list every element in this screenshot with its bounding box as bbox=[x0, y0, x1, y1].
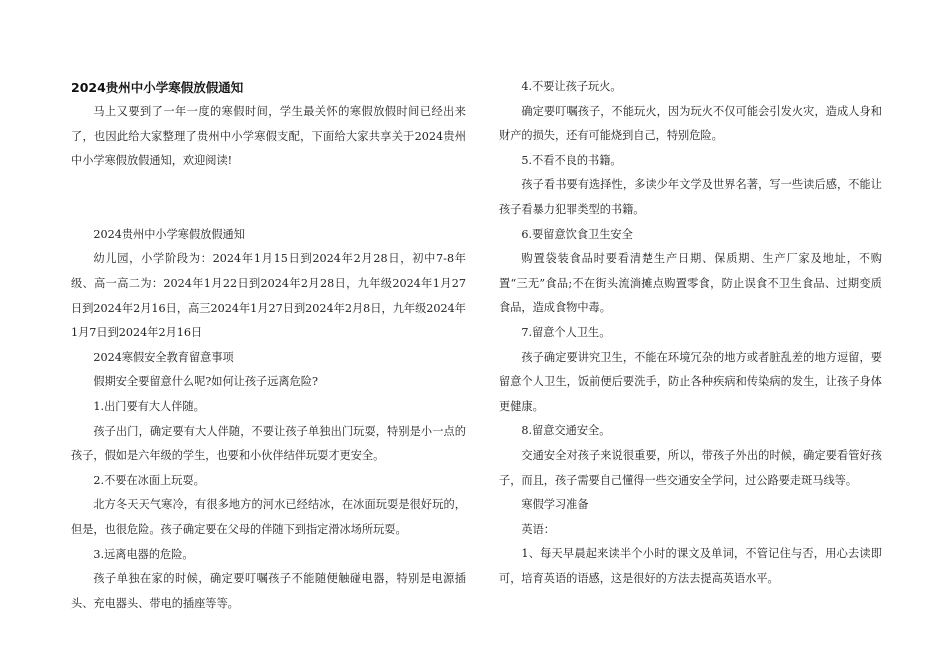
document-title: 2024贵州中小学寒假放假通知 bbox=[71, 80, 244, 95]
blank-line bbox=[71, 174, 466, 223]
english-tip-1: 1、每天早晨起来读半个小时的课文及单词，不管记住与否，用心去读即可，培育英语的语感，这是很好的方法去提高英语水平。 bbox=[499, 547, 882, 585]
schedule-paragraph: 幼儿园，小学阶段为：2024年1月15日到2024年2月28日，初中7-8年级、高一高二为：2024年1月22日到2024年2月28日，九年级2024年1月27日到2024年2月16日，高三2024年1月27日到2024年2月8日，九年级2024年1月7日到2024年2月16日 bbox=[71, 252, 466, 340]
safety-question: 假期安全要留意什么呢?如何让孩子远离危险? bbox=[93, 375, 318, 389]
item-heading-3: 3.远离电器的危险。 bbox=[93, 547, 194, 561]
item-heading-5: 5.不看不良的书籍。 bbox=[521, 153, 622, 167]
item-body-7: 孩子确定要讲究卫生，不能在环境冗杂的地方或者脏乱差的地方逗留，要留意个人卫生，饭前便后要洗手，防止各种疾病和传染病的发生，让孩子身体更健康。 bbox=[499, 350, 882, 413]
item-heading-8: 8.留意交通安全。 bbox=[521, 424, 611, 438]
intro-paragraph: 马上又要到了一年一度的寒假时间，学生最关怀的寒假放假时间已经出来了，也因此给大家整理了贵州中小学寒假支配，下面给大家共享关于2024贵州中小学寒假放假通知，欢迎阅读! bbox=[71, 105, 466, 168]
subject-english: 英语： bbox=[521, 522, 555, 536]
section-heading-safety: 2024寒假安全教育留意事项 bbox=[93, 350, 234, 364]
item-body-3: 孩子单独在家的时候，确定要叮嘱孩子不能随便触碰电器，特别是电源插头、充电器头、带电的插座等等。 bbox=[71, 572, 466, 610]
item-body-2: 北方冬天天气寒冷，有很多地方的河水已经结冰，在冰面玩耍是很好玩的，但是，也很危险。孩子确定要在父母的伴随下到指定滑冰场所玩耍。 bbox=[71, 498, 466, 536]
item-heading-4: 4.不要让孩子玩火。 bbox=[521, 80, 622, 93]
left-column bbox=[71, 75, 466, 616]
item-body-6: 购置袋装食品时要看清楚生产日期、保质期、生产厂家及地址，不购置“三无”食品;不在街头流淌摊点购置零食，防止误食不卫生食品、过期变质食品，造成食物中毒。 bbox=[499, 252, 882, 315]
section-heading-study: 寒假学习准备 bbox=[521, 498, 589, 512]
item-body-8: 交通安全对孩子来说很重要，所以，带孩子外出的时候，确定要看管好孩子，而且，孩子需要自己懂得一些交通安全学问，过公路要走斑马线等。 bbox=[499, 448, 882, 487]
item-body-4: 确定要叮嘱孩子，不能玩火，因为玩火不仅可能会引发火灾，造成人身和财产的损失，还有可能烧到自己，特别危险。 bbox=[499, 104, 882, 143]
item-heading-7: 7.留意个人卫生。 bbox=[521, 325, 611, 339]
item-heading-2: 2.不要在冰面上玩耍。 bbox=[93, 473, 205, 487]
item-body-1: 孩子出门，确定要有大人伴随，不要让孩子单独出门玩耍，特别是小一点的孩子，假如是六年级的学生，也要和小伙伴结伴玩耍才更安全。 bbox=[71, 424, 466, 463]
section-heading-notice: 2024贵州中小学寒假放假通知 bbox=[93, 227, 245, 241]
item-heading-6: 6.要留意饮食卫生安全 bbox=[521, 227, 633, 241]
right-column bbox=[499, 75, 882, 591]
item-body-5: 孩子看书要有选择性，多读少年文学及世界名著，写一些读后感，不能让孩子看暴力犯罪类型的书籍。 bbox=[499, 178, 882, 216]
item-heading-1: 1.出门要有大人伴随。 bbox=[93, 399, 205, 413]
